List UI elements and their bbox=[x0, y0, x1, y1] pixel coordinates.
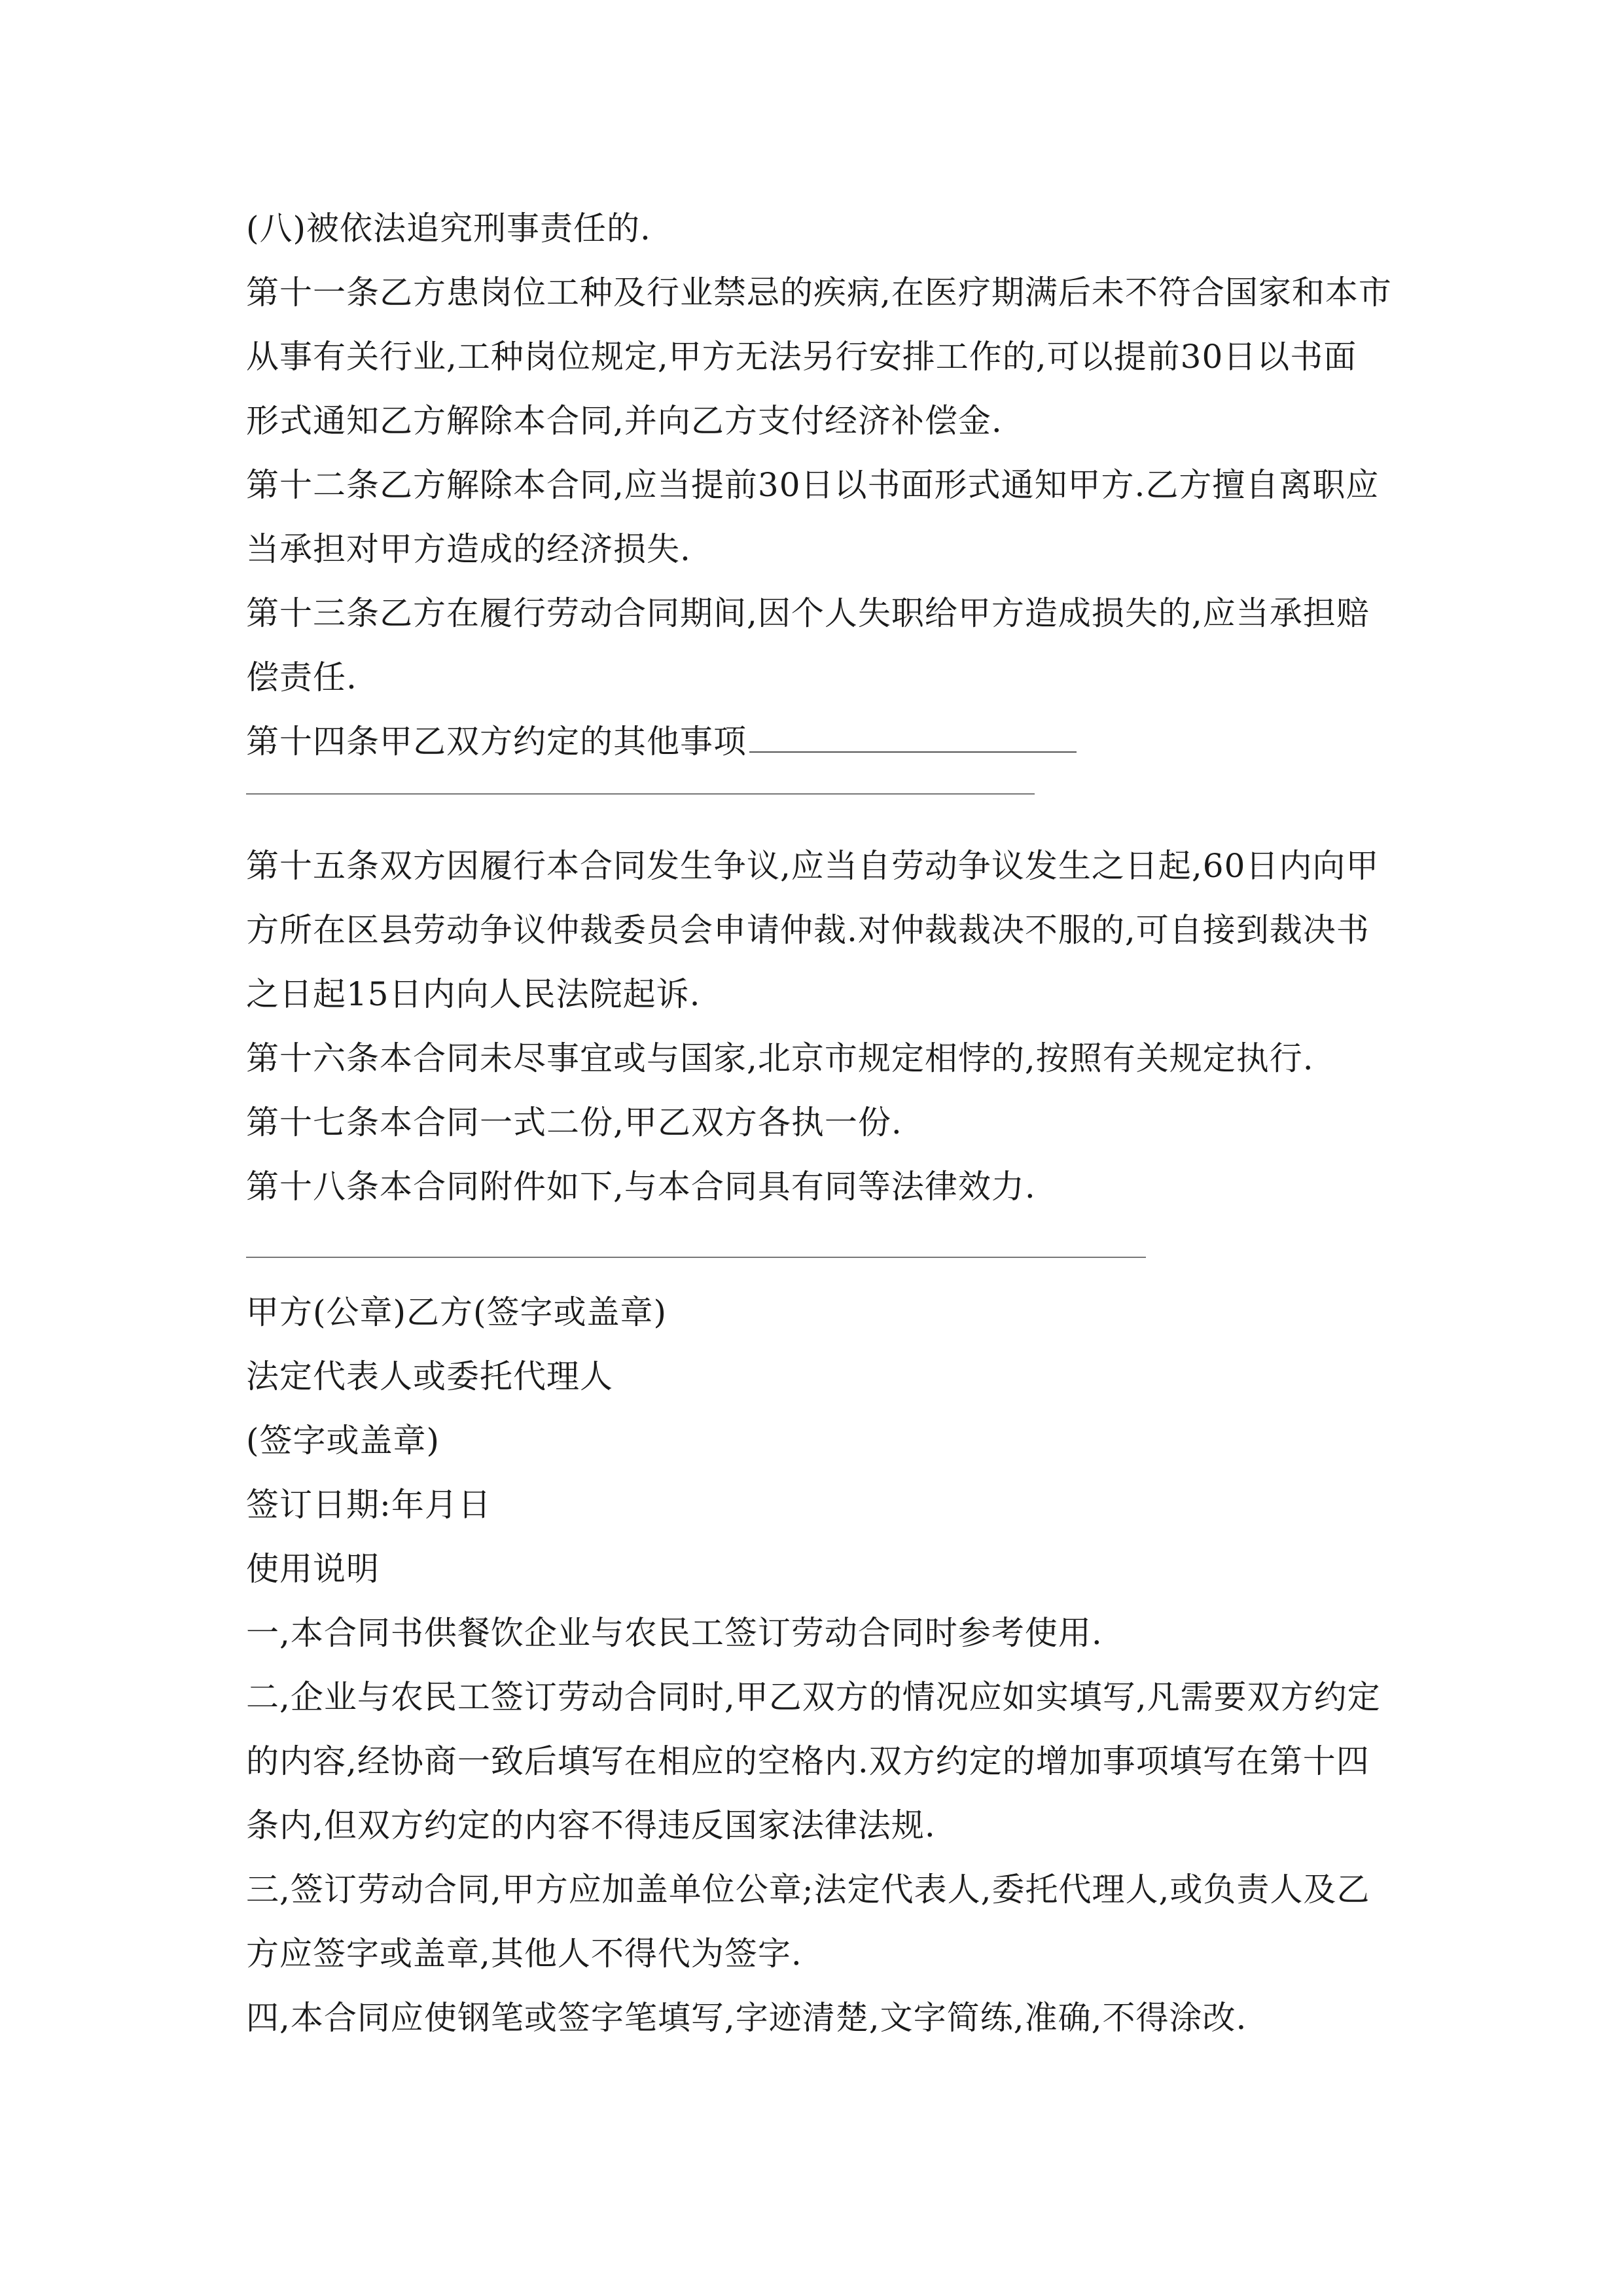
text-line: 第十二条乙方解除本合同,应当提前30日以书面形式通知甲方.乙方擅自离职应 bbox=[246, 466, 1380, 504]
text-line: 形式通知乙方解除本合同,并向乙方支付经济补偿金. bbox=[246, 402, 1003, 440]
attachment-blank-line bbox=[246, 1257, 1146, 1258]
legal-representative: 法定代表人或委托代理人 bbox=[246, 1357, 613, 1395]
section-articles-8-13 bbox=[246, 196, 1392, 709]
signature-note: (签字或盖章) bbox=[246, 1422, 440, 1460]
instructions-heading: 使用说明 bbox=[246, 1550, 380, 1588]
document-page bbox=[246, 196, 1392, 2050]
instruction-item: 三,签订劳动合同,甲方应加盖单位公章;法定代表人,委托代理人,或负责人及乙 bbox=[246, 1871, 1370, 1909]
text-line: 第十一条乙方患岗位工种及行业禁忌的疾病,在医疗期满后未不符合国家和本市 bbox=[246, 274, 1392, 312]
instruction-item: 一,本合同书供餐饮企业与农民工签订劳动合同时参考使用. bbox=[246, 1614, 1103, 1652]
text-line: 第十八条本合同附件如下,与本合同具有同等法律效力. bbox=[246, 1168, 1036, 1206]
sign-date: 签订日期:年月日 bbox=[246, 1486, 491, 1524]
signature-parties: 甲方(公章)乙方(签字或盖章) bbox=[246, 1293, 668, 1331]
text-line: 第十五条双方因履行本合同发生争议,应当自劳动争议发生之日起,60日内向甲 bbox=[246, 847, 1380, 885]
instruction-item: 的内容,经协商一致后填写在相应的空格内.双方约定的增加事项填写在第十四 bbox=[246, 1742, 1370, 1780]
instruction-item: 方应签字或盖章,其他人不得代为签字. bbox=[246, 1935, 802, 1973]
fill-in-blank bbox=[749, 725, 1077, 753]
fill-in-blank-line bbox=[246, 793, 1035, 795]
instruction-item: 条内,但双方约定的内容不得违反国家法律法规. bbox=[246, 1806, 936, 1844]
section-signature-and-instructions bbox=[246, 1280, 1385, 2050]
text-line: 第十七条本合同一式二份,甲乙双方各执一份. bbox=[246, 1103, 902, 1141]
text-line: 第十三条乙方在履行劳动合同期间,因个人失职给甲方造成损失的,应当承担赔 bbox=[246, 594, 1370, 632]
text-line: 偿责任. bbox=[246, 658, 357, 696]
instruction-item: 四,本合同应使钢笔或签字笔填写,字迹清楚,文字简练,准确,不得涂改. bbox=[246, 1999, 1247, 2037]
text-line: 之日起15日内向人民法院起诉. bbox=[246, 975, 701, 1013]
article-14-text: 第十四条甲乙双方约定的其他事项 bbox=[246, 723, 747, 761]
instruction-item: 二,企业与农民工签订劳动合同时,甲乙双方的情况应如实填写,凡需要双方约定 bbox=[246, 1678, 1381, 1716]
text-line: 第十六条本合同未尽事宜或与国家,北京市规定相悖的,按照有关规定执行. bbox=[246, 1039, 1314, 1077]
text-line: 方所在区县劳动争议仲裁委员会申请仲裁.对仲裁裁决不服的,可自接到裁决书 bbox=[246, 911, 1370, 949]
article-14-line bbox=[246, 709, 1385, 774]
text-line: 从事有关行业,工种岗位规定,甲方无法另行安排工作的,可以提前30日以书面 bbox=[246, 338, 1357, 376]
text-line: 当承担对甲方造成的经济损失. bbox=[246, 530, 691, 568]
text-line: (八)被依法追究刑事责任的. bbox=[246, 209, 651, 247]
section-articles-15-18 bbox=[246, 834, 1385, 1219]
